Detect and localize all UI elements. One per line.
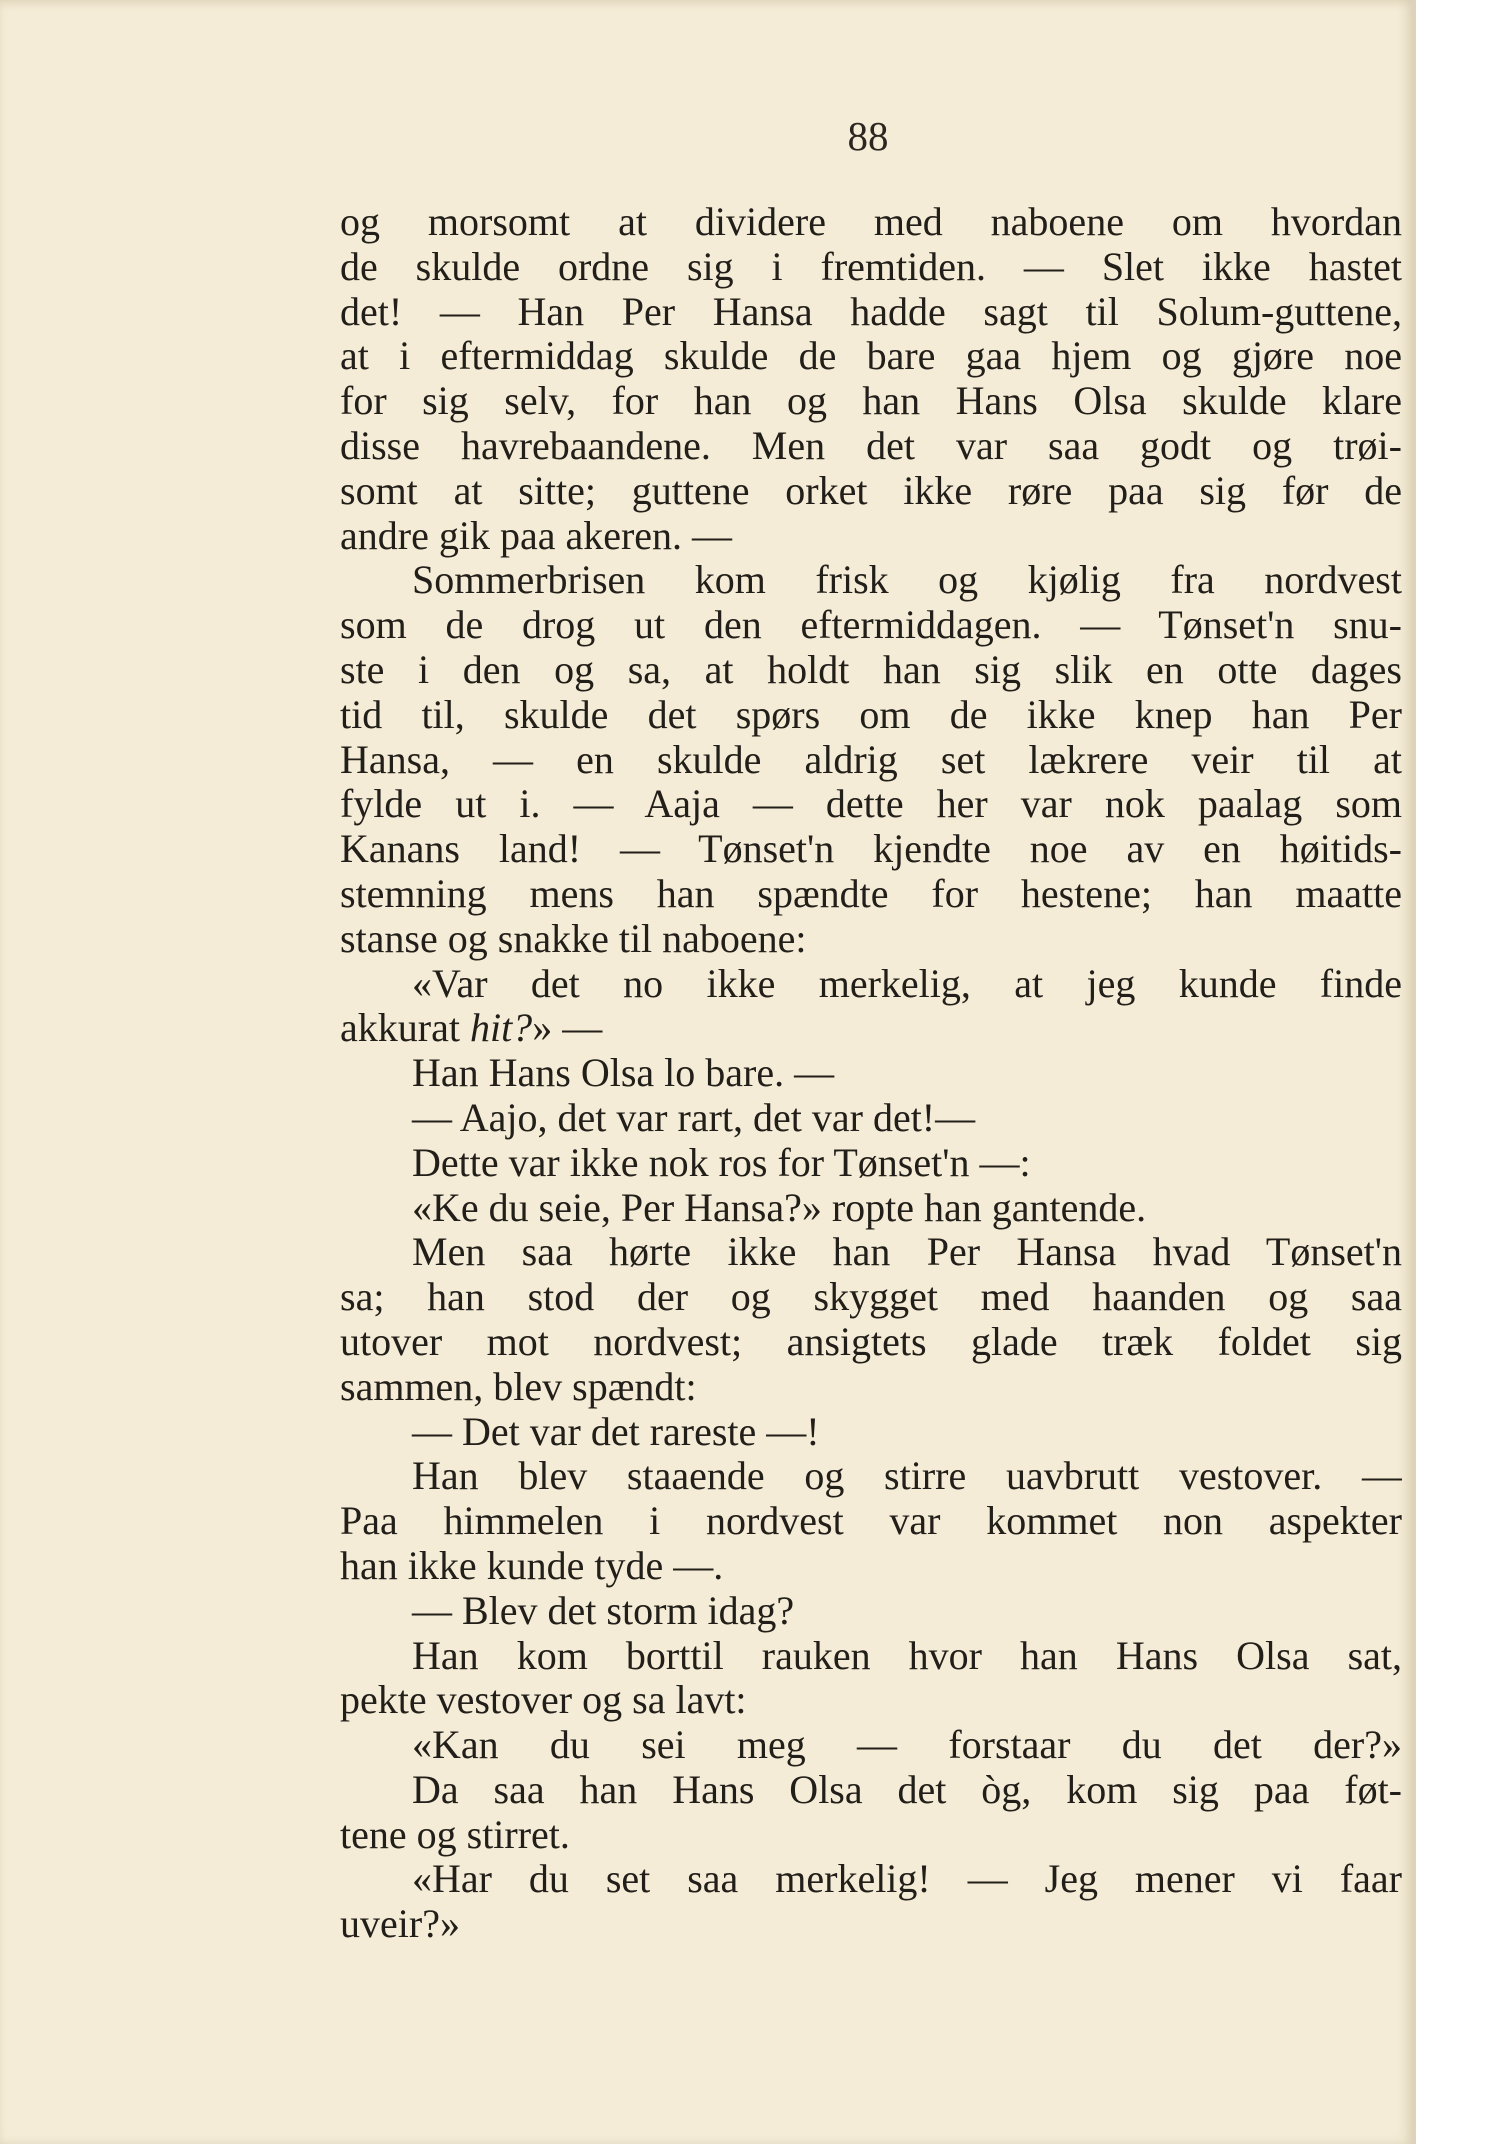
text-line: Paa himmelen i nordvest var kommet non aspekter — [340, 1499, 1402, 1544]
text-line: «Har du set saa merkelig! — Jeg mener vi faar — [412, 1857, 1402, 1902]
text-line: Sommerbrisen kom frisk og kjølig fra nordvest — [412, 558, 1402, 603]
text-line: Hansa, — en skulde aldrig set lækrere veir til at — [340, 737, 1402, 782]
body-text — [340, 200, 1402, 1947]
text-line: som de drog ut den eftermiddagen. — Tønset'n snu- — [340, 603, 1402, 648]
text-line: og morsomt at dividere med naboene om hvordan — [340, 200, 1402, 244]
text-line: — Aajo, det var rart, det var det!— — [412, 1095, 976, 1140]
text-line: Han blev staaende og stirre uavbrutt vestover. — — [412, 1454, 1402, 1499]
page-edge — [1412, 0, 1416, 2144]
text-line: ste i den og sa, at holdt han sig slik en otte dages — [340, 647, 1402, 692]
text-line: — Det var det rareste —! — [412, 1409, 820, 1454]
text-line: fylde ut i. — Aaja — dette her var nok paalag som — [340, 782, 1402, 827]
text-line: at i eftermiddag skulde de bare gaa hjem og gjøre noe — [340, 334, 1402, 379]
text-line: tene og stirret. — [340, 1812, 570, 1857]
text-line: for sig selv, for han og han Hans Olsa skulde klare — [340, 379, 1402, 424]
text-line: Men saa hørte ikke han Per Hansa hvad Tønset'n — [412, 1230, 1402, 1275]
text-line: stemning mens han spændte for hestene; han maatte — [340, 871, 1402, 916]
text-line: han ikke kunde tyde —. — [340, 1543, 724, 1588]
text-line: — Blev det storm idag? — [412, 1588, 795, 1633]
text-line: pekte vestover og sa lavt: — [340, 1678, 747, 1723]
text-line: disse havrebaandene. Men det var saa godt og trøi- — [340, 423, 1402, 468]
italic-word: hit? — [469, 1006, 533, 1051]
text-line: sammen, blev spændt: — [340, 1364, 697, 1409]
text-line: det! — Han Per Hansa hadde sagt til Solum-guttene, — [340, 289, 1402, 334]
text-line: Dette var ikke nok ros for Tønset'n —: — [412, 1140, 1031, 1185]
text-line: Han kom borttil rauken hvor han Hans Olsa sat, — [412, 1633, 1402, 1678]
text-line: Kanans land! — Tønset'n kjendte noe av en høitids- — [340, 827, 1402, 872]
text-line: «Kan du sei meg — forstaar du det der?» — [412, 1723, 1402, 1768]
text-line: Han Hans Olsa lo bare. — — [412, 1051, 835, 1096]
text-run: akkurat — [340, 1006, 470, 1051]
text-line: somt at sitte; guttene orket ikke røre paa sig før de — [340, 468, 1402, 513]
text-line: uveir?» — [340, 1902, 460, 1947]
text-line: sa; han stod der og skygget med haanden og saa — [340, 1275, 1402, 1320]
text-line: utover mot nordvest; ansigtets glade træk foldet sig — [340, 1319, 1402, 1364]
text-line: andre gik paa akeren. — — [340, 513, 733, 558]
text-line: «Ke du seie, Per Hansa?» ropte han gantende. — [412, 1185, 1147, 1230]
text-line: tid til, skulde det spørs om de ikke knep han Per — [340, 692, 1402, 737]
text-line: Da saa han Hans Olsa det òg, kom sig paa føt- — [412, 1767, 1402, 1812]
text-line: stanse og snakke til naboene: — [340, 916, 807, 961]
text-line: «Var det no ikke merkelig, at jeg kunde finde — [412, 961, 1402, 1006]
text-run: » — — [532, 1006, 603, 1051]
page-number: 88 — [847, 113, 889, 159]
text-line-italic — [340, 1006, 1402, 1051]
text-line: de skulde ordne sig i fremtiden. — Slet ikke hastet — [340, 244, 1402, 289]
